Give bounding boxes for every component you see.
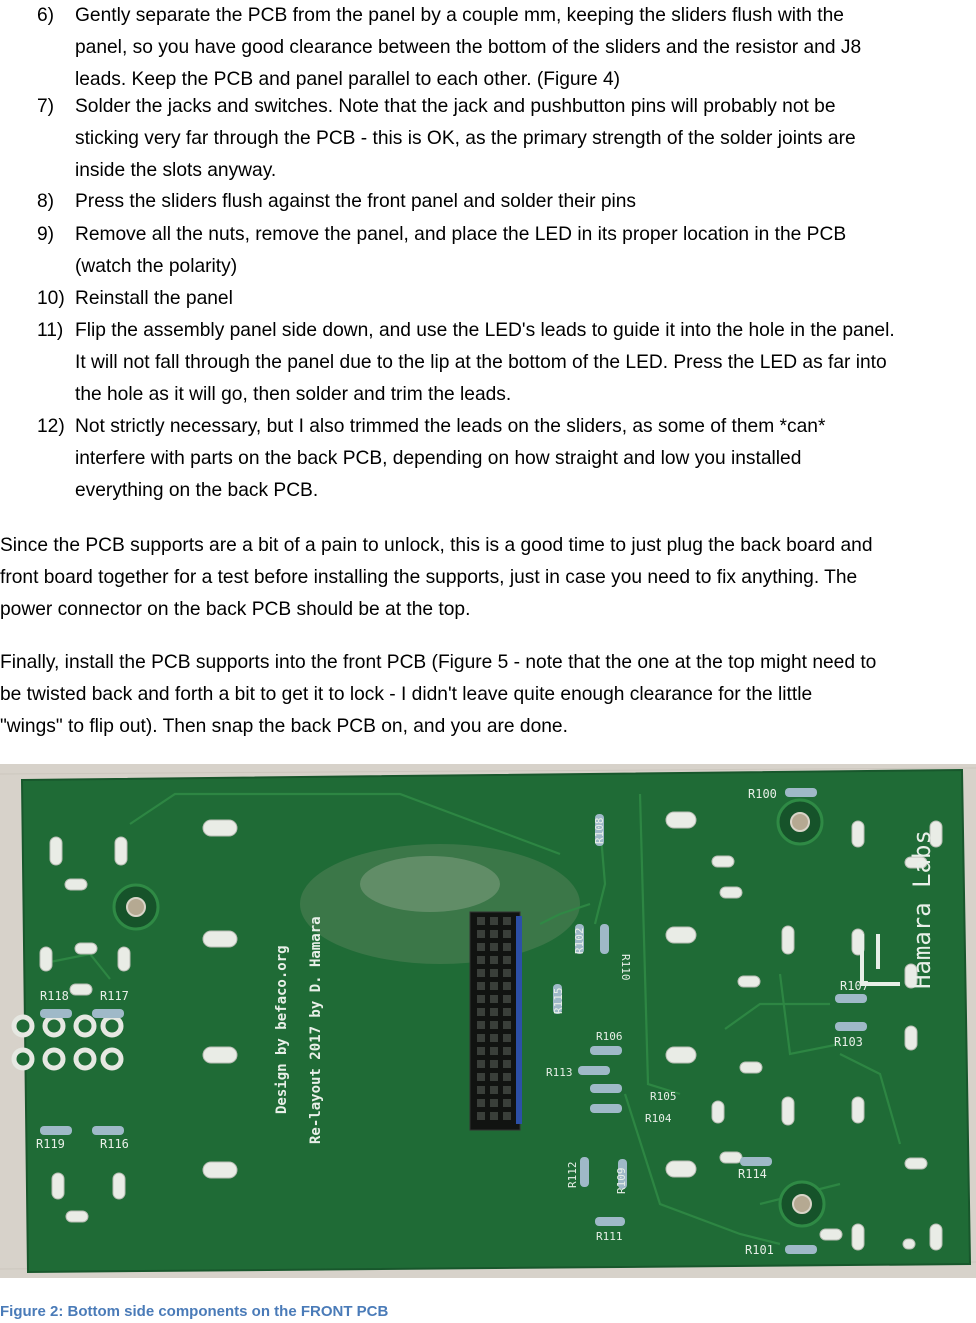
step-line: sticking very far through the PCB - this is OK, as the primary strength of the solder joints are (75, 128, 856, 149)
step-number: 7) (37, 96, 55, 117)
step-line: everything on the back PCB. (75, 480, 319, 501)
paragraph-test-before-supports (0, 530, 970, 626)
resistor-label: R105 (650, 1090, 677, 1103)
paragraph-line: front board together for a test before installing the supports, just in case you need to fix anything. The (0, 567, 858, 588)
header-socket (477, 1073, 485, 1081)
header-socket (503, 1112, 511, 1120)
header-socket (503, 1099, 511, 1107)
step-number: 9) (37, 224, 55, 245)
step-line: the hole as it will go, then solder and trim the leads. (75, 384, 512, 405)
resistor-label: R104 (645, 1112, 672, 1125)
header-socket (503, 1021, 511, 1029)
resistor-label: R119 (36, 1137, 65, 1151)
header-socket (490, 1112, 498, 1120)
header-socket (477, 956, 485, 964)
header-socket (477, 982, 485, 990)
header-socket (490, 1021, 498, 1029)
header-socket (477, 1112, 485, 1120)
header-socket (503, 943, 511, 951)
header-socket (503, 1073, 511, 1081)
resistor-label: R117 (100, 989, 129, 1003)
header-socket (477, 995, 485, 1003)
paragraph-line: Finally, install the PCB supports into the front PCB (Figure 5 - note that the one at the top might need to (0, 652, 877, 673)
step-text (75, 91, 975, 187)
step-text (75, 315, 975, 411)
step-number: 6) (37, 5, 55, 26)
header-socket (477, 943, 485, 951)
step-line: Remove all the nuts, remove the panel, and place the LED in its proper location in the PCB (75, 224, 847, 245)
header-socket (477, 917, 485, 925)
step-line: Not strictly necessary, but I also trimmed the leads on the sliders, as some of them *can* (75, 416, 826, 437)
header-socket (490, 1099, 498, 1107)
resistor-label: R103 (834, 1035, 863, 1049)
silkscreen-design-credit: Design by befaco.org (274, 945, 290, 1114)
paragraph-line: Since the PCB supports are a bit of a pain to unlock, this is a good time to just plug the back board and (0, 535, 873, 556)
header-socket (477, 1008, 485, 1016)
header-socket (477, 1047, 485, 1055)
paragraph-line: be twisted back and forth a bit to get it to lock - I didn't leave quite enough clearance for the little (0, 684, 813, 705)
step-number: 10) (37, 288, 65, 309)
header-socket (490, 1034, 498, 1042)
pcb-photo (0, 764, 976, 1278)
header-socket (477, 969, 485, 977)
step-line: Gently separate the PCB from the panel by a couple mm, keeping the sliders flush with the (75, 5, 844, 26)
header-socket (503, 1008, 511, 1016)
header-socket (503, 995, 511, 1003)
step-line: interfere with parts on the back PCB, depending on how straight and low you installed (75, 448, 802, 469)
resistor-label: R101 (745, 1243, 774, 1257)
header-socket (503, 1086, 511, 1094)
header-socket (490, 1086, 498, 1094)
resistor-label: R114 (738, 1167, 767, 1181)
header-socket (477, 1086, 485, 1094)
header-socket (503, 917, 511, 925)
header-socket (490, 1008, 498, 1016)
resistor-label: R100 (748, 787, 777, 801)
header-socket (477, 1060, 485, 1068)
resistor-label: R111 (596, 1230, 623, 1243)
resistor-label: R110 (619, 954, 632, 981)
step-line: (watch the polarity) (75, 256, 238, 277)
header-socket (490, 943, 498, 951)
header-socket (490, 982, 498, 990)
step-text (75, 219, 975, 283)
step-line: It will not fall through the panel due to the lip at the bottom of the LED. Press the LED as far into (75, 352, 887, 373)
resistor-label: R108 (593, 817, 606, 844)
header-socket (490, 1060, 498, 1068)
header-socket (503, 930, 511, 938)
resistor-label: R106 (596, 1030, 623, 1043)
step-text (75, 0, 975, 96)
header-socket (490, 1047, 498, 1055)
header-socket (477, 930, 485, 938)
step-line: Solder the jacks and switches. Note that the jack and pushbutton pins will probably not be (75, 96, 836, 117)
header-socket (490, 969, 498, 977)
resistor-label: R116 (100, 1137, 129, 1151)
header-socket (490, 1073, 498, 1081)
silkscreen-relayout-credit: Re-layout 2017 by D. Hamara (308, 916, 324, 1144)
step-line: Reinstall the panel (75, 288, 233, 309)
header-socket (503, 1060, 511, 1068)
header-socket (490, 995, 498, 1003)
resistor-label: R107 (840, 979, 869, 993)
step-number: 8) (37, 191, 55, 212)
step-line: Press the sliders flush against the front panel and solder their pins (75, 191, 637, 212)
header-socket (490, 917, 498, 925)
resistor-label: R118 (40, 989, 69, 1003)
step-text (75, 186, 975, 218)
header-socket (490, 956, 498, 964)
paragraph-line: "wings" to flip out). Then snap the back PCB on, and you are done. (0, 716, 568, 737)
header-socket (503, 956, 511, 964)
step-number: 11) (37, 320, 64, 341)
step-line: inside the slots anyway. (75, 160, 277, 181)
logo-text: Hamara Labs (908, 830, 936, 989)
header-socket (503, 1034, 511, 1042)
step-line: Flip the assembly panel side down, and use the LED's leads to guide it into the hole in the panel. (75, 320, 895, 341)
resistor-label: R115 (552, 987, 565, 1014)
header-socket (503, 982, 511, 990)
resistor-label: R102 (573, 927, 586, 954)
step-number: 12) (37, 416, 65, 437)
resistor-label: R112 (566, 1161, 579, 1188)
header-socket (477, 1021, 485, 1029)
figure-caption: Figure 2: Bottom side components on the FRONT PCB (0, 1303, 389, 1320)
step-line: panel, so you have good clearance between the bottom of the sliders and the resistor and J8 (75, 37, 862, 58)
header-socket (477, 1034, 485, 1042)
paragraph-line: power connector on the back PCB should be at the top. (0, 599, 471, 620)
paragraph-install-supports (0, 647, 970, 743)
header-socket (477, 1099, 485, 1107)
resistor-label: R109 (615, 1167, 628, 1194)
header-socket (490, 930, 498, 938)
resistor-label: R113 (546, 1066, 573, 1079)
step-text (75, 411, 975, 507)
step-line: leads. Keep the PCB and panel parallel to each other. (Figure 4) (75, 69, 621, 90)
step-text (75, 283, 975, 315)
header-socket (503, 1047, 511, 1055)
header-socket (503, 969, 511, 977)
